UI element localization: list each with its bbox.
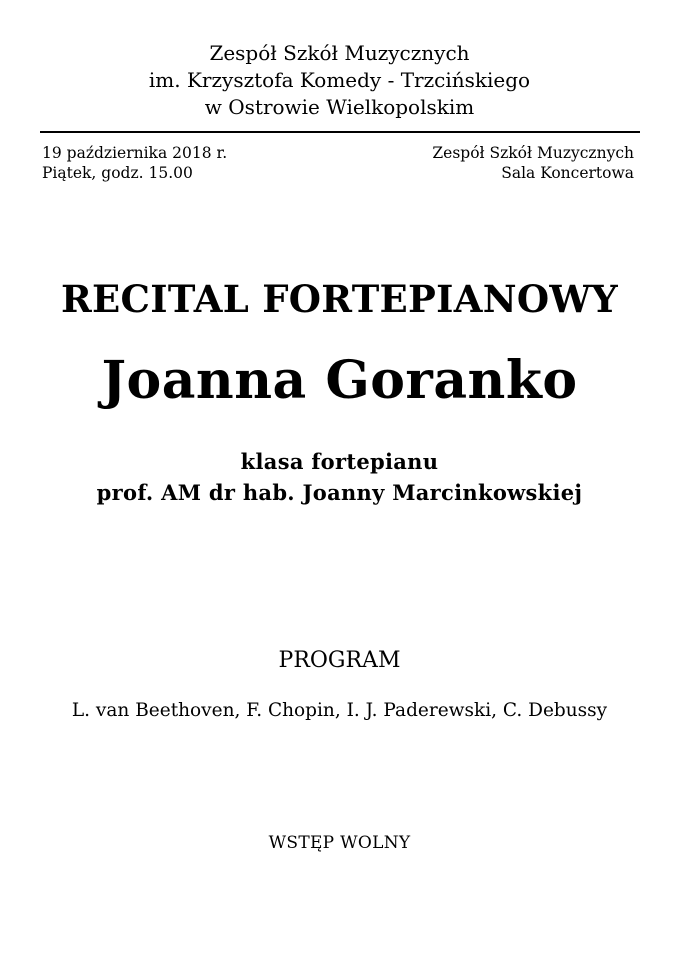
class-subject: klasa fortepianu <box>240 449 439 474</box>
program-composers: L. van Beethoven, F. Chopin, I. J. Paderewski, C. Debussy <box>71 700 608 721</box>
event-time: Piątek, godz. 15.00 <box>42 164 193 182</box>
program-heading: PROGRAM <box>278 648 401 673</box>
institution-city: w Ostrowie Wielkopolskim <box>204 95 475 119</box>
recital-title: RECITAL FORTEPIANOWY <box>60 277 618 321</box>
header-divider <box>40 131 640 133</box>
institution-name: Zespół Szkół Muzycznych <box>209 41 470 65</box>
admission-note: WSTĘP WOLNY <box>268 833 411 853</box>
institution-patron: im. Krzysztofa Komedy - Trzcińskiego <box>148 68 531 92</box>
class-teacher: prof. AM dr hab. Joanny Marcinkowskiej <box>96 480 583 505</box>
performer-name: Joanna Goranko <box>101 350 578 411</box>
event-venue: Zespół Szkół Muzycznych <box>432 144 634 162</box>
event-hall: Sala Koncertowa <box>501 164 634 182</box>
event-date: 19 października 2018 r. <box>42 144 228 162</box>
